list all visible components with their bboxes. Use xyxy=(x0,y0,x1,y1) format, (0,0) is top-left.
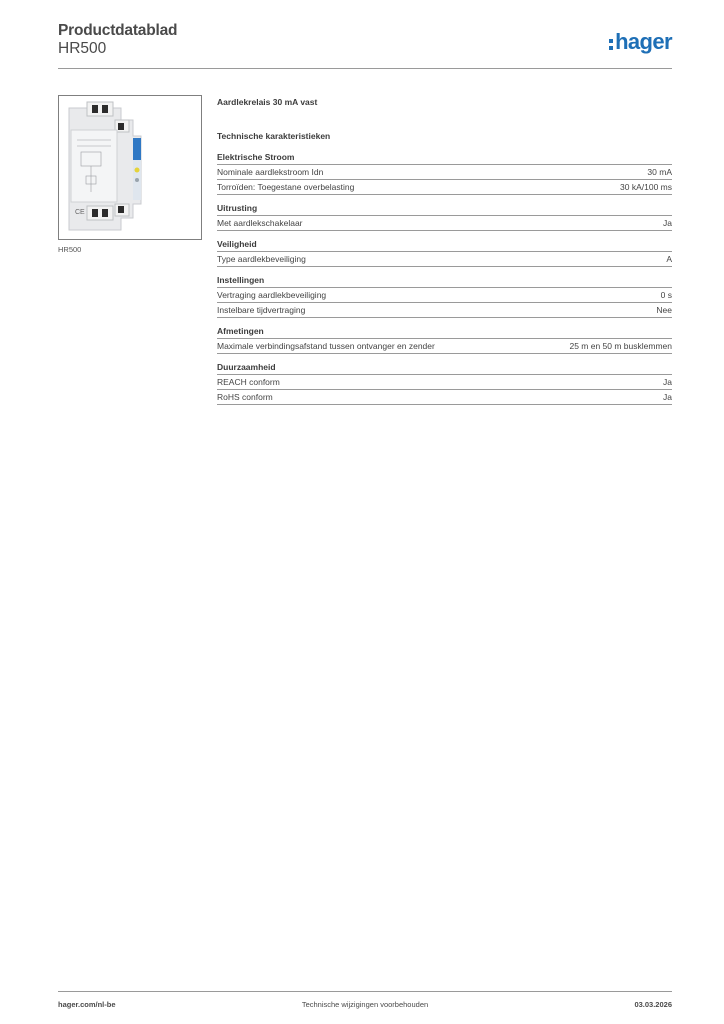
product-name: Aardlekrelais 30 mA vast xyxy=(217,97,318,107)
page-header xyxy=(58,22,672,69)
spec-value: Ja xyxy=(663,392,672,402)
spec-group xyxy=(217,325,672,354)
footer-date: 03.03.2026 xyxy=(634,1000,672,1009)
spec-label: Met aardlekschakelaar xyxy=(217,218,303,228)
spec-group-title: Afmetingen xyxy=(217,325,672,339)
spec-value: A xyxy=(666,254,672,264)
footer-notice: Technische wijzigingen voorbehouden xyxy=(301,1000,429,1009)
spec-group xyxy=(217,274,672,318)
spec-content xyxy=(217,96,672,405)
spec-label: RoHS conform xyxy=(217,392,273,402)
spec-row xyxy=(217,180,672,195)
spec-value: Ja xyxy=(663,377,672,387)
spec-row xyxy=(217,165,672,180)
spec-group-title: Veiligheid xyxy=(217,238,672,252)
spec-group-title: Instellingen xyxy=(217,274,672,288)
product-caption: HR500 xyxy=(58,245,82,254)
svg-text:CE: CE xyxy=(75,209,85,216)
product-image xyxy=(58,95,202,240)
page-footer xyxy=(58,991,672,1012)
spec-label: Maximale verbindingsafstand tussen ontvanger en zender xyxy=(217,341,435,351)
spec-value: 0 s xyxy=(660,290,672,300)
hager-logo xyxy=(609,29,672,55)
spec-row xyxy=(217,339,672,354)
spec-label: Vertraging aardlekbeveiliging xyxy=(217,290,327,300)
spec-row xyxy=(217,288,672,303)
spec-value: 30 mA xyxy=(647,167,672,177)
spec-label: Type aardlekbeveiliging xyxy=(217,254,306,264)
spec-group-title: Uitrusting xyxy=(217,202,672,216)
spec-label: Torroïden: Toegestane overbelasting xyxy=(217,182,355,192)
spec-row xyxy=(217,303,672,318)
spec-value: 25 m en 50 m busklemmen xyxy=(569,341,672,351)
spec-row xyxy=(217,252,672,267)
spec-label: REACH conform xyxy=(217,377,280,387)
product-photo-icon xyxy=(59,96,201,239)
spec-group xyxy=(217,202,672,231)
footer-website: hager.com/nl-be xyxy=(58,1000,116,1009)
spec-group xyxy=(217,361,672,405)
logo-wordmark: hager xyxy=(615,29,672,54)
spec-label: Instelbare tijdvertraging xyxy=(217,305,306,315)
spec-group-title: Elektrische Stroom xyxy=(217,151,672,165)
document-subtitle: HR500 xyxy=(58,40,107,57)
spec-groups xyxy=(217,151,672,405)
tech-heading: Technische karakteristieken xyxy=(217,131,331,141)
spec-group xyxy=(217,151,672,195)
logo-dots-icon xyxy=(609,39,613,50)
spec-row xyxy=(217,375,672,390)
spec-value: 30 kA/100 ms xyxy=(620,182,672,192)
spec-label: Nominale aardlekstroom Idn xyxy=(217,167,324,177)
spec-value: Nee xyxy=(656,305,672,315)
spec-group xyxy=(217,238,672,267)
spec-value: Ja xyxy=(663,218,672,228)
spec-row xyxy=(217,216,672,231)
spec-row xyxy=(217,390,672,405)
document-title: Productdatablad xyxy=(58,22,178,39)
spec-group-title: Duurzaamheid xyxy=(217,361,672,375)
